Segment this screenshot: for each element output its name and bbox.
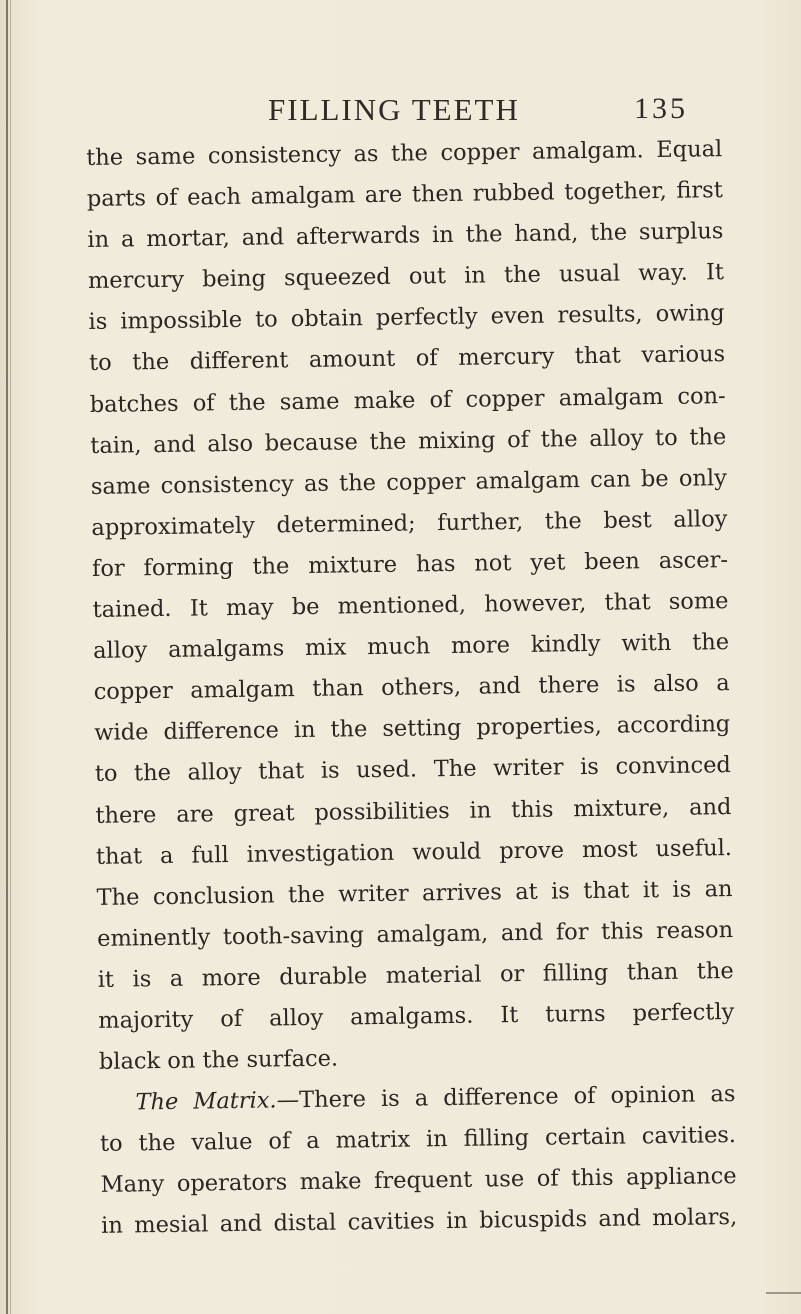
- section-first-line-text: —There is a difference of opinion as: [276, 1081, 736, 1114]
- text-line: for forming the mixture has not yet been ascer-: [91, 547, 729, 582]
- gutter-edge-inner: [10, 0, 11, 1314]
- text-line: parts of each amalgam are then rubbed together, first: [86, 177, 723, 213]
- text-line: batches of the same make of copper amalgam con-: [89, 382, 726, 418]
- text-line: copper amalgam than others, and there is also a: [93, 670, 730, 706]
- body-text: [86, 129, 737, 1247]
- text-line: is impossible to obtain perfectly even results, owing: [88, 300, 725, 336]
- text-line: the same consistency as the copper amalgam. Equal: [86, 136, 723, 171]
- text-line: wide difference in the setting properties, according: [94, 711, 731, 747]
- running-head-title: FILLING TEETH: [268, 92, 520, 127]
- text-line: to the value of a matrix in filling certain cavities.: [99, 1122, 737, 1158]
- text-line: tained. It may be mentioned, however, that some: [92, 588, 729, 623]
- text-line: there are great possibilities in this mixture, and: [95, 793, 732, 829]
- text-line: same consistency as the copper amalgam can be only: [90, 464, 727, 500]
- paragraph-end-line: black on the surface.: [98, 1045, 339, 1075]
- page-edge-mark: [766, 1292, 801, 1294]
- text-line: alloy amalgams mix much more kindly with the: [92, 629, 730, 665]
- text-line: The conclusion the writer arrives at is that it is an: [96, 875, 733, 911]
- text-line: mercury being squeezed out in the usual way. It: [87, 259, 725, 295]
- text-line: majority of alloy amalgams. It turns perfectly: [98, 999, 735, 1034]
- text-line: to the alloy that is used. The writer is convinced: [94, 752, 732, 788]
- text-line: Many operators make frequent use of this appliance: [100, 1163, 737, 1199]
- running-head: [268, 92, 688, 128]
- text-line: in a mortar, and afterwards in the hand, the surplus: [87, 218, 724, 254]
- text-line: it is a more durable material or filling than the: [97, 957, 734, 993]
- text-line: tain, and also because the mixing of the alloy to the: [90, 423, 727, 459]
- gutter-edge: [6, 0, 8, 1314]
- section-heading-matrix: The Matrix.: [135, 1087, 277, 1116]
- text-line: to the different amount of mercury that various: [88, 341, 726, 377]
- text-line: eminently tooth-saving amalgam, and for this reason: [96, 916, 734, 952]
- text-line: approximately determined; further, the best alloy: [91, 505, 728, 541]
- text-line: that a full investigation would prove most useful.: [95, 834, 733, 870]
- page-number: 135: [634, 92, 688, 125]
- text-line: in mesial and distal cavities in bicuspids and molars,: [101, 1204, 738, 1240]
